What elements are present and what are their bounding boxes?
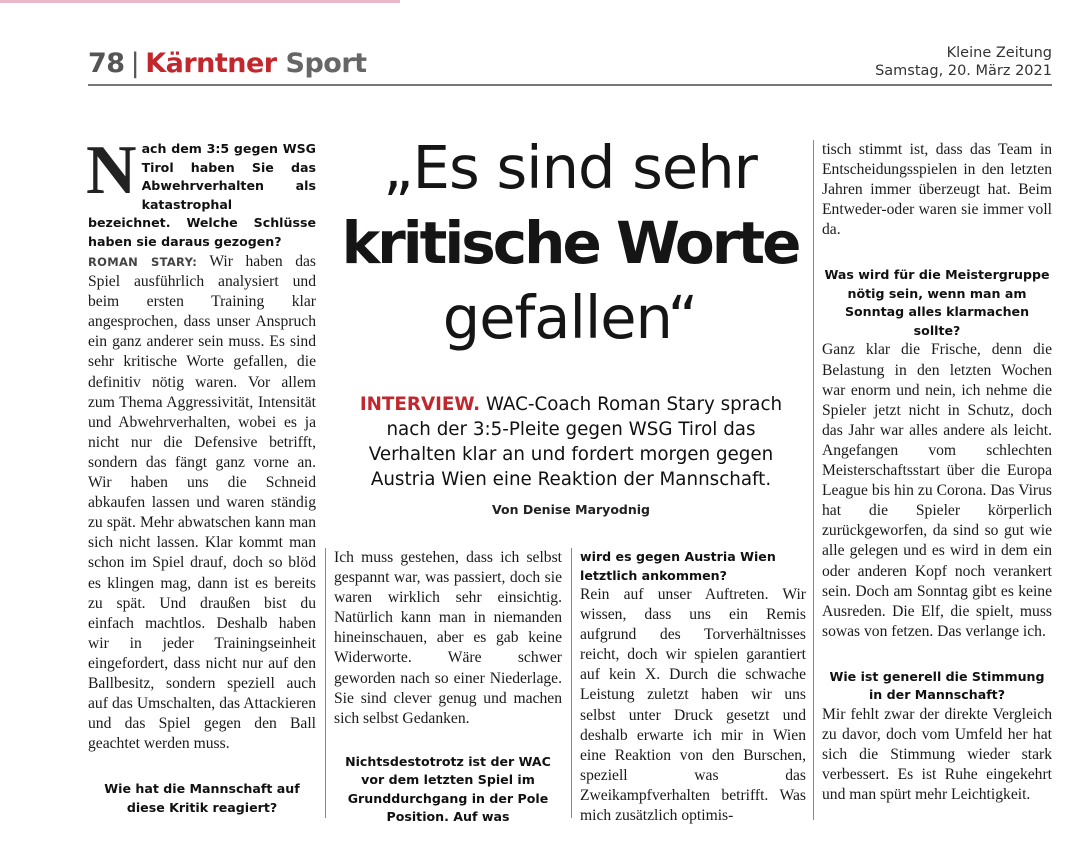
column-rule	[813, 140, 814, 820]
section-name-red: Kärntner	[145, 48, 277, 79]
headline-line-1: „Es sind sehr	[383, 133, 757, 202]
masthead	[875, 44, 1052, 80]
answer-2: Ich muss gestehen, dass ich selbst gespannt war, was passiert, doch sie waren wirklich sehr einsichtig. Natürlich kann man in niemanden hineinschauen, aber es gab keine Widerworte. Wäre schwer geworden nach so einer Niederlage. Sie sind clever genug und machen sich selbst Gedanken.	[334, 549, 562, 727]
answer-5: Mir fehlt zwar der direkte Vergleich zu davor, doch vom Umfeld her hat sich die Stimmung wieder stark verbessert. Es ist Ruhe eingekehrt und man spürt mehr Leichtigkeit.	[822, 705, 1052, 804]
answer-3: Rein auf unser Auftreten. Wir wissen, dass uns ein Remis aufgrund des Torverhältnisses reicht, doch wir spielen garantiert auf kein X. Durch die schwache Leistung zuletzt haben wir uns selbst unter Druck gesetzt und deshalb erwarte ich mir in Wien eine Reaktion von den Burschen, speziell was das Zweikampfverhalten betrifft. Was mich zusätzlich optimis-	[580, 586, 806, 825]
byline: Von Denise Maryodnig	[492, 502, 650, 517]
page-header	[88, 44, 1052, 86]
speaker-label: ROMAN STARY:	[88, 255, 198, 269]
intro-paragraph	[340, 392, 802, 492]
question-3-continued: wird es gegen Austria Wien letztlich ankommen?	[580, 549, 776, 583]
headline-line-3: gefallen“	[442, 283, 698, 352]
question-3: Nichtsdestotrotz ist der WAC vor dem letzten Spiel im Grunddurchgang in der Pole Position. Auf was	[345, 753, 551, 825]
column-4	[822, 140, 1052, 805]
drop-cap: N	[86, 132, 137, 209]
header-separator: |	[130, 48, 140, 79]
question-1: Nach dem 3:5 gegen WSG Tirol haben Sie das Abwehrverhalten als katastrophal bezeichnet. Welche Schlüsse haben sie daraus gezogen?	[86, 132, 316, 249]
question-2: Wie hat die Mannschaft auf diese Kritik reagiert?	[104, 781, 300, 815]
issue-date: Samstag, 20. März 2021	[875, 63, 1052, 79]
column-rule	[571, 548, 572, 818]
answer-4: Ganz klar die Frische, denn die Belastung in den letzten Wochen war enorm und nein, ich nehme die Spieler jetzt nicht in Schutz, doch das Jahr war alles andere als leicht. Angefangen vom schlechten Meisterschaftsstart über die Europa League bis hin zu Corona. Das Virus hat die Spieler körperlich zurückgeworfen, da sind so gut wie alle gelegen und es wird in dem ein oder anderen Kopf noch verankert sein. Doch am Sonntag gibt es keine Ausreden. Die Elf, die spielt, muss sowas von fetzen. Das verlange ich.	[822, 341, 1052, 640]
section-label	[88, 48, 367, 79]
answer-1: ROMAN STARY: Wir haben das Spiel ausführlich analysiert und beim ersten Training klar angesprochen, dass unser Anspruch ein ganz anderer sein muss. Es sind sehr kritische Worte gefallen, die definitiv nötig waren. Vor allem zum Thema Aggressivität, Intensität und Abwehrverhalten, wobei es ja nicht nur die Defensive betrifft, sondern das fängt ganz vorne an. Wir haben uns die Schneid abkaufen lassen und waren ständig zu spät. Mehr abwatschen kann man sich nicht lassen. Klar kommt man schon im Spiel drauf, doch so blöd es klingen mag, dann ist es bereits zu spät. Und draußen bist du einfach machtlos. Deshalb haben wir in jeder Trainingseinheit eingefordert, dass nicht nur auf den Ballbesitz, sondern speziell auch auf das Umschalten, das Attackieren und das Spiel gegen den Ball geachtet werden muss.	[88, 253, 316, 753]
column-3	[580, 548, 806, 826]
column-2	[334, 548, 562, 827]
column-1	[86, 132, 316, 817]
column-rule	[325, 548, 326, 818]
question-4: Was wird für die Meistergruppe nötig sein, wenn man am Sonntag alles klarmachen sollte?	[824, 267, 1050, 338]
headline	[340, 132, 800, 354]
headline-line-2: kritische Worte	[341, 209, 799, 277]
top-accent-bar	[0, 0, 400, 3]
paper-name: Kleine Zeitung	[946, 45, 1052, 61]
answer-3-continued: tisch stimmt ist, dass das Team in Entscheidungsspielen in den letzten Jahren immer überzeugt hat. Beim Entweder-oder waren sie immer voll da.	[822, 141, 1052, 239]
question-5: Wie ist generell die Stimmung in der Mannschaft?	[829, 668, 1045, 703]
page-number: 78	[88, 48, 125, 79]
intro-label: INTERVIEW.	[359, 394, 481, 415]
intro-text: WAC-Coach Roman Stary sprach nach der 3:5-Pleite gegen WSG Tirol das Verhalten klar an und fordert morgen gegen Austria Wien eine Reaktion der Mannschaft.	[368, 394, 783, 490]
section-name-grey: Sport	[285, 48, 367, 79]
